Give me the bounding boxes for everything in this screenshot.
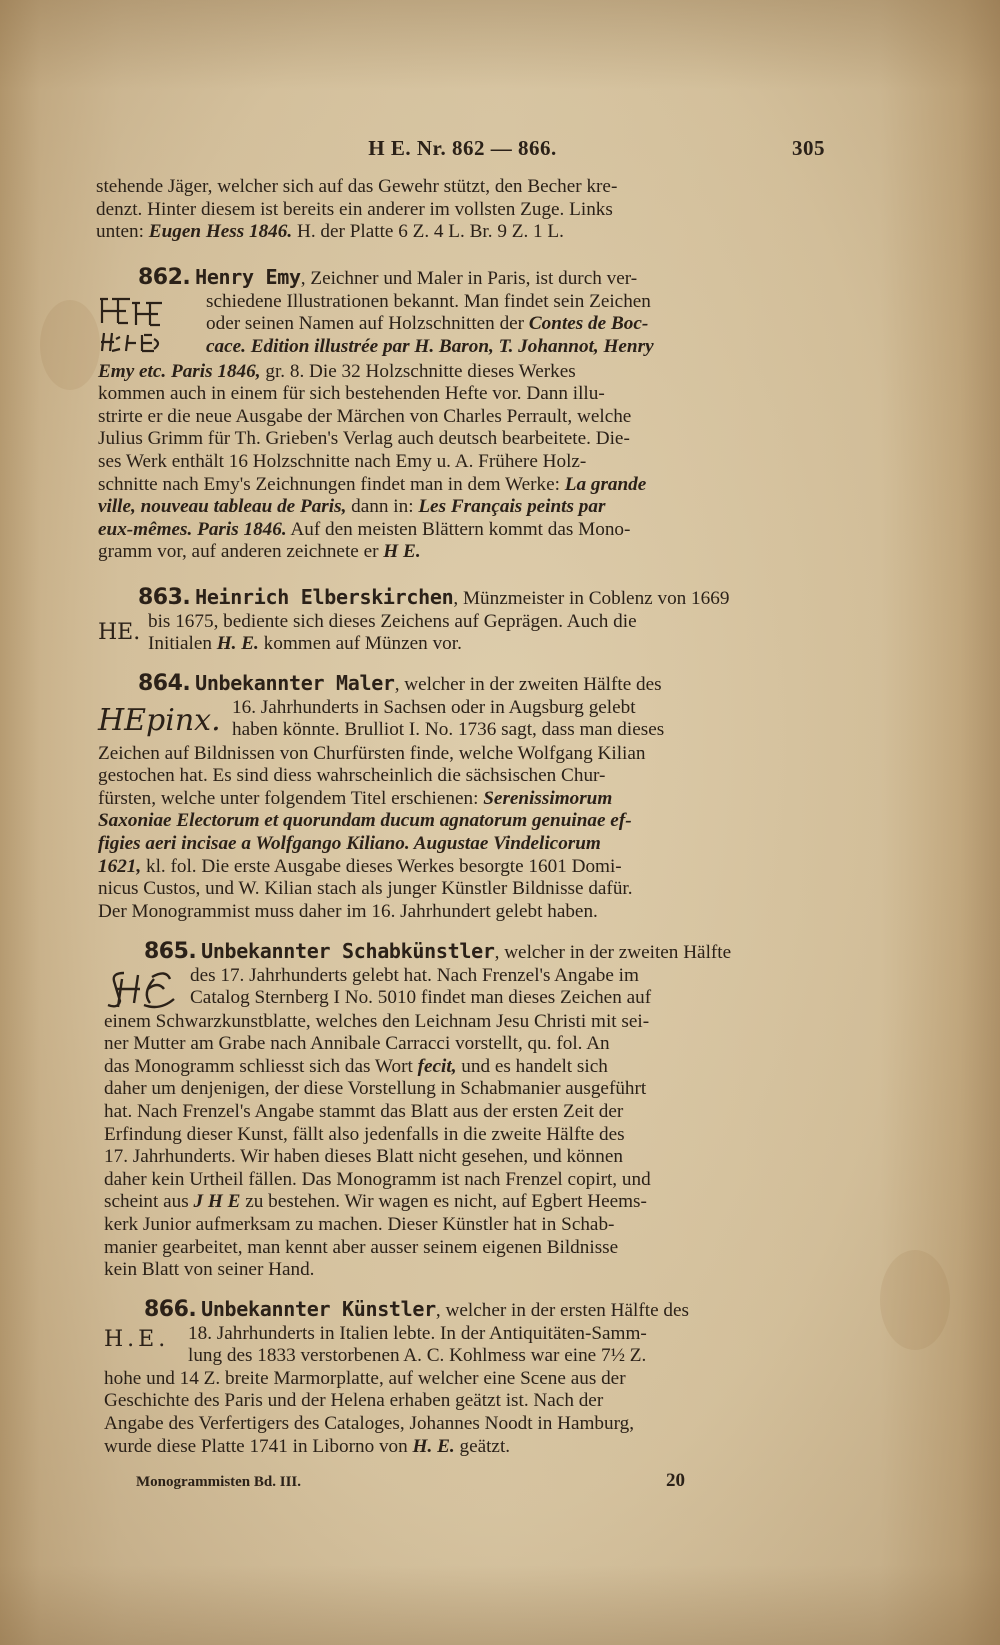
entry-heading: 866. Unbekannter Künstler, welcher in der ersten Hälfte des bbox=[144, 1297, 689, 1322]
text-line: oder seinen Namen auf Holzschnitten der Contes de Boc- bbox=[206, 313, 649, 335]
entry-number: 862. bbox=[138, 265, 191, 290]
text-line: schiedene Illustrationen bekannt. Man findet sein Zeichen bbox=[206, 290, 651, 312]
header-title: H E. Nr. 862 — 866. bbox=[368, 136, 557, 160]
text-line: 16. Jahrhunderts in Sachsen oder in Augsburg gelebt bbox=[232, 696, 636, 718]
continuation-paragraph bbox=[96, 176, 822, 244]
text-line: scheint aus J H E zu bestehen. Wir wagen es nicht, auf Egbert Heems- bbox=[104, 1191, 647, 1213]
text-line: schnitte nach Emy's Zeichnungen findet man in dem Werke: La grande bbox=[98, 473, 647, 495]
text-line: eux-mêmes. Paris 1846. Auf den meisten Blättern kommt das Mono- bbox=[98, 518, 631, 540]
entry-heading: 865. Unbekannter Schabkünstler, welcher in der zweiten Hälfte bbox=[144, 939, 732, 964]
text-line: fürsten, welche unter folgendem Titel erschienen: Serenissimorum bbox=[98, 787, 613, 809]
text-line: Initialen H. E. kommen auf Münzen vor. bbox=[148, 633, 462, 655]
entry-863 bbox=[98, 586, 822, 656]
text-line: gramm vor, auf anderen zeichnete er H E. bbox=[98, 541, 421, 563]
text-line: nicus Custos, und W. Kilian stach als junger Künstler Bildnisse dafür. bbox=[98, 878, 633, 900]
text-line: ses Werk enthält 16 Holzschnitte nach Emy u. A. Frühere Holz- bbox=[98, 450, 587, 472]
page-number: 305 bbox=[792, 136, 825, 160]
text-line: 17. Jahrhunderts. Wir haben dieses Blatt nicht gesehen, und können bbox=[104, 1146, 623, 1168]
monogram-he-pinx bbox=[98, 699, 222, 743]
text-line: des 17. Jahrhunderts gelebt hat. Nach Frenzel's Angabe im bbox=[190, 964, 639, 986]
running-header bbox=[100, 136, 825, 164]
entry-number: 864. bbox=[138, 671, 191, 696]
text-line: manier gearbeitet, man kennt aber ausser seinem eigenen Bildnisse bbox=[104, 1236, 619, 1258]
monogram-text: HEpinx. bbox=[98, 702, 221, 738]
entry-number: 866. bbox=[144, 1297, 197, 1322]
text-line: gestochen hat. Es sind diess wahrscheinlich die sächsischen Chur- bbox=[98, 765, 606, 787]
text-line: Catalog Sternberg I No. 5010 findet man dieses Zeichen auf bbox=[190, 987, 652, 1009]
text-line: Angabe des Verfertigers des Cataloges, Johannes Noodt in Hamburg, bbox=[104, 1412, 635, 1434]
text-line: lung des 1833 verstorbenen A. C. Kohlmess war eine 7½ Z. bbox=[188, 1345, 647, 1367]
entry-heading: 863. Heinrich Elberskirchen, Münzmeister in Coblenz von 1669 bbox=[138, 585, 730, 610]
text-line: ville, nouveau tableau de Paris, dann in: Les Français peints par bbox=[98, 496, 606, 518]
entry-name: Unbekannter Maler bbox=[195, 671, 395, 695]
text-line: Zeichen auf Bildnissen von Churfürsten finde, welche Wolfgang Kilian bbox=[98, 742, 646, 764]
text-line: denzt. Hinter diesem ist bereits ein anderer im vollsten Zuge. Links bbox=[96, 198, 613, 220]
text-line: Emy etc. Paris 1846, gr. 8. Die 32 Holzschnitte dieses Werkes bbox=[98, 360, 576, 382]
text-line: daher um denjenigen, der diese Vorstellung in Schabmanier ausgeführt bbox=[104, 1078, 647, 1100]
monogram-text: HE. bbox=[98, 619, 141, 645]
text-line: kein Blatt von seiner Hand. bbox=[104, 1259, 315, 1281]
paper-stain bbox=[880, 1250, 950, 1350]
entry-862 bbox=[98, 266, 822, 564]
text-line: Julius Grimm für Th. Grieben's Verlag auch deutsch bearbeitete. Die- bbox=[98, 428, 630, 450]
text-line: kerk Junior aufmerksam zu machen. Dieser Künstler hat in Schab- bbox=[104, 1213, 615, 1235]
text-line: stehende Jäger, welcher sich auf das Gewehr stützt, den Becher kre- bbox=[96, 176, 618, 197]
signature-text: Eugen Hess 1846. bbox=[148, 221, 293, 243]
page-shadow-bottom bbox=[0, 1565, 1000, 1645]
text-line: Saxoniae Electorum et quorundam ducum agnatorum genuinae ef- bbox=[98, 810, 632, 832]
entry-865 bbox=[104, 940, 824, 1282]
entry-866 bbox=[104, 1298, 826, 1458]
text-line: 1621, kl. fol. Die erste Ausgabe dieses Werkes besorgte 1601 Domi- bbox=[98, 855, 622, 877]
text-line: 18. Jahrhunderts in Italien lebte. In der Antiquitäten-Samm- bbox=[188, 1322, 647, 1344]
text-line: ner Mutter am Grabe nach Annibale Carracci vorstellt, qu. fol. An bbox=[104, 1033, 610, 1055]
sheet-number: 20 bbox=[666, 1470, 685, 1491]
text-line: Erfindung dieser Kunst, fällt also jedenfalls in die zweite Hälfte des bbox=[104, 1123, 625, 1145]
text-line: bis 1675, bediente sich dieses Zeichens auf Geprägen. Auch die bbox=[148, 610, 637, 632]
monogram-icon bbox=[104, 967, 180, 1011]
entry-heading: 862. Henry Emy, Zeichner und Maler in Paris, ist durch ver- bbox=[138, 265, 638, 290]
monogram-text: H.E. bbox=[104, 1326, 170, 1352]
monogram-he-elberskirchen bbox=[98, 613, 141, 653]
sheet-signature: Monogrammisten Bd. III. bbox=[136, 1474, 302, 1490]
entry-number: 863. bbox=[138, 585, 191, 610]
text-line: kommen auch in einem für sich bestehenden Hefte vor. Dann illu- bbox=[98, 383, 605, 405]
entry-heading: 864. Unbekannter Maler, welcher in der zweiten Hälfte des bbox=[138, 671, 662, 696]
text-line: hohe und 14 Z. breite Marmorplatte, auf welcher eine Scene aus der bbox=[104, 1367, 626, 1389]
entry-864 bbox=[98, 672, 822, 923]
entry-name: Henry Emy bbox=[195, 265, 301, 289]
text-line: daher kein Urtheil fällen. Das Monogramm ist nach Frenzel copirt, und bbox=[104, 1168, 651, 1190]
text-line: unten: Eugen Hess 1846. H. der Platte 6 Z. 4 L. Br. 9 Z. 1 L. bbox=[96, 221, 564, 243]
entry-name: Unbekannter Künstler bbox=[201, 1297, 436, 1321]
text-line: das Monogramm schliesst sich das Wort fecit, und es handelt sich bbox=[104, 1055, 608, 1077]
text-line: haben könnte. Brulliot I. No. 1736 sagt, dass man dieses bbox=[232, 719, 665, 741]
monogram-he-866 bbox=[104, 1325, 178, 1365]
text-line: Geschichte des Paris und der Helena erhaben geätzt ist. Nach der bbox=[104, 1390, 604, 1412]
page-shadow-top bbox=[0, 0, 1000, 90]
monogram-he-emy bbox=[98, 293, 196, 361]
text-line: strirte er die neue Ausgabe der Märchen von Charles Perrault, welche bbox=[98, 405, 632, 427]
entry-name: Heinrich Elberskirchen bbox=[195, 585, 454, 609]
entry-number: 865. bbox=[144, 939, 197, 964]
paper-stain bbox=[40, 300, 100, 390]
monogram-icon bbox=[98, 293, 196, 361]
entry-name: Unbekannter Schabkünstler bbox=[201, 939, 495, 963]
text-line: figies aeri incisae a Wolfgango Kiliano. Augustae Vindelicorum bbox=[98, 832, 601, 854]
text-line: Der Monogrammist muss daher im 16. Jahrhundert gelebt haben. bbox=[98, 900, 598, 922]
text-line: wurde diese Platte 1741 in Liborno von H. E. geätzt. bbox=[104, 1435, 511, 1457]
monogram-jhe bbox=[104, 967, 180, 1011]
text-line: hat. Nach Frenzel's Angabe stammt das Blatt aus der ersten Zeit der bbox=[104, 1100, 624, 1122]
text-line: einem Schwarzkunstblatte, welches den Leichnam Jesu Christi mit sei- bbox=[104, 1010, 650, 1032]
text-line: cace. Edition illustrée par H. Baron, T. Johannot, Henry bbox=[206, 335, 654, 357]
